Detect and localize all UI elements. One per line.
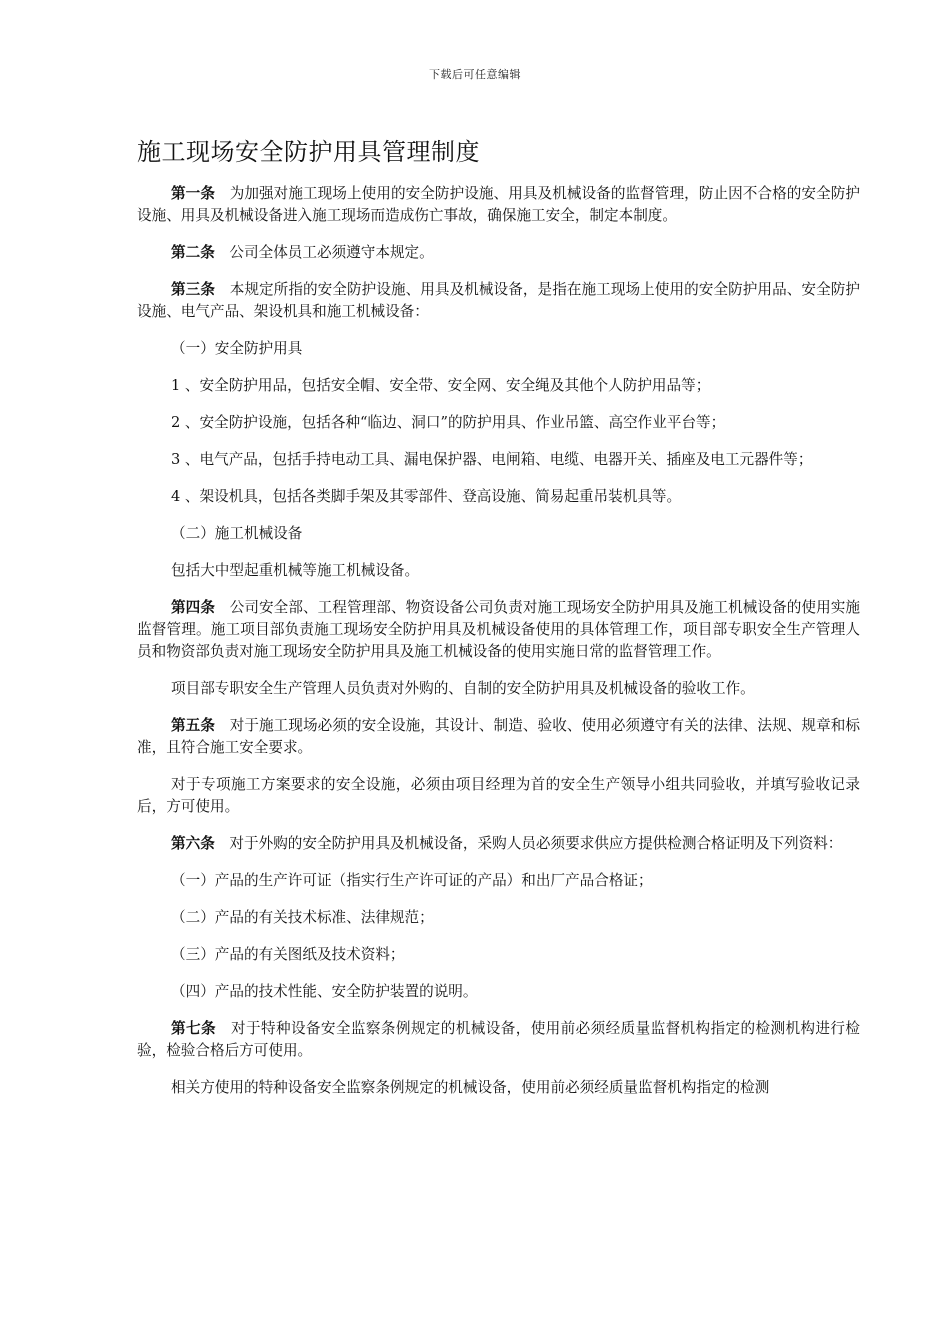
- article-text: 对于特种设备安全监察条例规定的机械设备，使用前必须经质量监督机构指定的检测机构进行检验，检验合格后方可使用。: [137, 1020, 860, 1059]
- paragraph-text: 相关方使用的特种设备安全监察条例规定的机械设备，使用前必须经质量监督机构指定的检测: [171, 1079, 770, 1096]
- article-text: 公司全体员工必须遵守本规定。: [224, 244, 434, 261]
- paragraph-text: （二）产品的有关技术标准、法律规范；: [171, 909, 434, 926]
- list-item: [137, 486, 860, 508]
- paragraph: [137, 560, 860, 582]
- paragraph-text: 项目部专职安全生产管理人员负责对外购的、自制的安全防护用具及机械设备的验收工作。: [171, 680, 755, 697]
- paragraph-text: （四）产品的技术性能、安全防护装置的说明。: [171, 983, 478, 1000]
- paragraph-text: 4 、架设机具，包括各类脚手架及其零部件、登高设施、简易起重吊装机具等。: [171, 488, 682, 505]
- article-text: 公司安全部、工程管理部、物资设备公司负责对施工现场安全防护用具及施工机械设备的使用实施监督管理。施工项目部负责施工现场安全防护用具及机械设备使用的具体管理工作，项目部专职安全生产管理人员和物资部负责对施工现场安全防护用具及施工机械设备的使用实施日常的监督管理工作。: [137, 599, 860, 660]
- paragraph-text: （三）产品的有关图纸及技术资料；: [171, 946, 405, 963]
- article-text: 为加强对施工现场上使用的安全防护设施、用具及机械设备的监督管理，防止因不合格的安全防护设施、用具及机械设备进入施工现场而造成伤亡事故，确保施工安全，制定本制度。: [137, 185, 860, 224]
- document-title: 施工现场安全防护用具管理制度: [137, 138, 480, 166]
- list-item: [137, 944, 860, 966]
- list-item: [137, 981, 860, 1003]
- article-6: [137, 833, 860, 855]
- header-note: 下载后可任意编辑: [429, 68, 521, 81]
- article-label: 第一条: [171, 185, 215, 202]
- article-label: 第五条: [171, 717, 215, 734]
- list-item: [137, 412, 860, 434]
- paragraph-text: 2 、安全防护设施，包括各种“临边、洞口”的防护用具、作业吊篮、高空作业平台等；: [171, 414, 726, 431]
- list-item: [137, 375, 860, 397]
- article-label: 第四条: [171, 599, 215, 616]
- section-heading: [137, 338, 860, 360]
- article-4: [137, 597, 860, 663]
- article-5: [137, 715, 860, 759]
- article-label: 第六条: [171, 835, 215, 852]
- paragraph-text: 3 、电气产品，包括手持电动工具、漏电保护器、电闸箱、电缆、电器开关、插座及电工元器件等；: [171, 451, 813, 468]
- paragraph-text: 1 、安全防护用品，包括安全帽、安全带、安全网、安全绳及其他个人防护用品等；: [171, 377, 711, 394]
- article-label: 第二条: [171, 244, 215, 261]
- paragraph: [137, 1077, 860, 1099]
- list-item: [137, 907, 860, 929]
- article-label: 第七条: [171, 1020, 216, 1037]
- paragraph-text: （二）施工机械设备: [171, 525, 303, 542]
- paragraph: [137, 774, 860, 818]
- paragraph-text: （一）产品的生产许可证（指实行生产许可证的产品）和出厂产品合格证；: [171, 872, 653, 889]
- list-item: [137, 870, 860, 892]
- paragraph-text: （一）安全防护用具: [171, 340, 303, 357]
- section-heading: [137, 523, 860, 545]
- article-label: 第三条: [171, 281, 215, 298]
- paragraph-text: 包括大中型起重机械等施工机械设备。: [171, 562, 420, 579]
- article-3: [137, 279, 860, 323]
- article-1: [137, 183, 860, 227]
- document-body: [137, 183, 860, 1114]
- paragraph-text: 对于专项施工方案要求的安全设施，必须由项目经理为首的安全生产领导小组共同验收，并填写验收记录后，方可使用。: [137, 776, 860, 815]
- paragraph: [137, 678, 860, 700]
- article-text: 本规定所指的安全防护设施、用具及机械设备，是指在施工现场上使用的安全防护用品、安全防护设施、电气产品、架设机具和施工机械设备：: [137, 281, 860, 320]
- list-item: [137, 449, 860, 471]
- article-7: [137, 1018, 860, 1062]
- article-2: [137, 242, 860, 264]
- article-text: 对于外购的安全防护用具及机械设备，采购人员必须要求供应方提供检测合格证明及下列资料：: [224, 835, 843, 852]
- article-text: 对于施工现场必须的安全设施，其设计、制造、验收、使用必须遵守有关的法律、法规、规章和标准，且符合施工安全要求。: [137, 717, 860, 756]
